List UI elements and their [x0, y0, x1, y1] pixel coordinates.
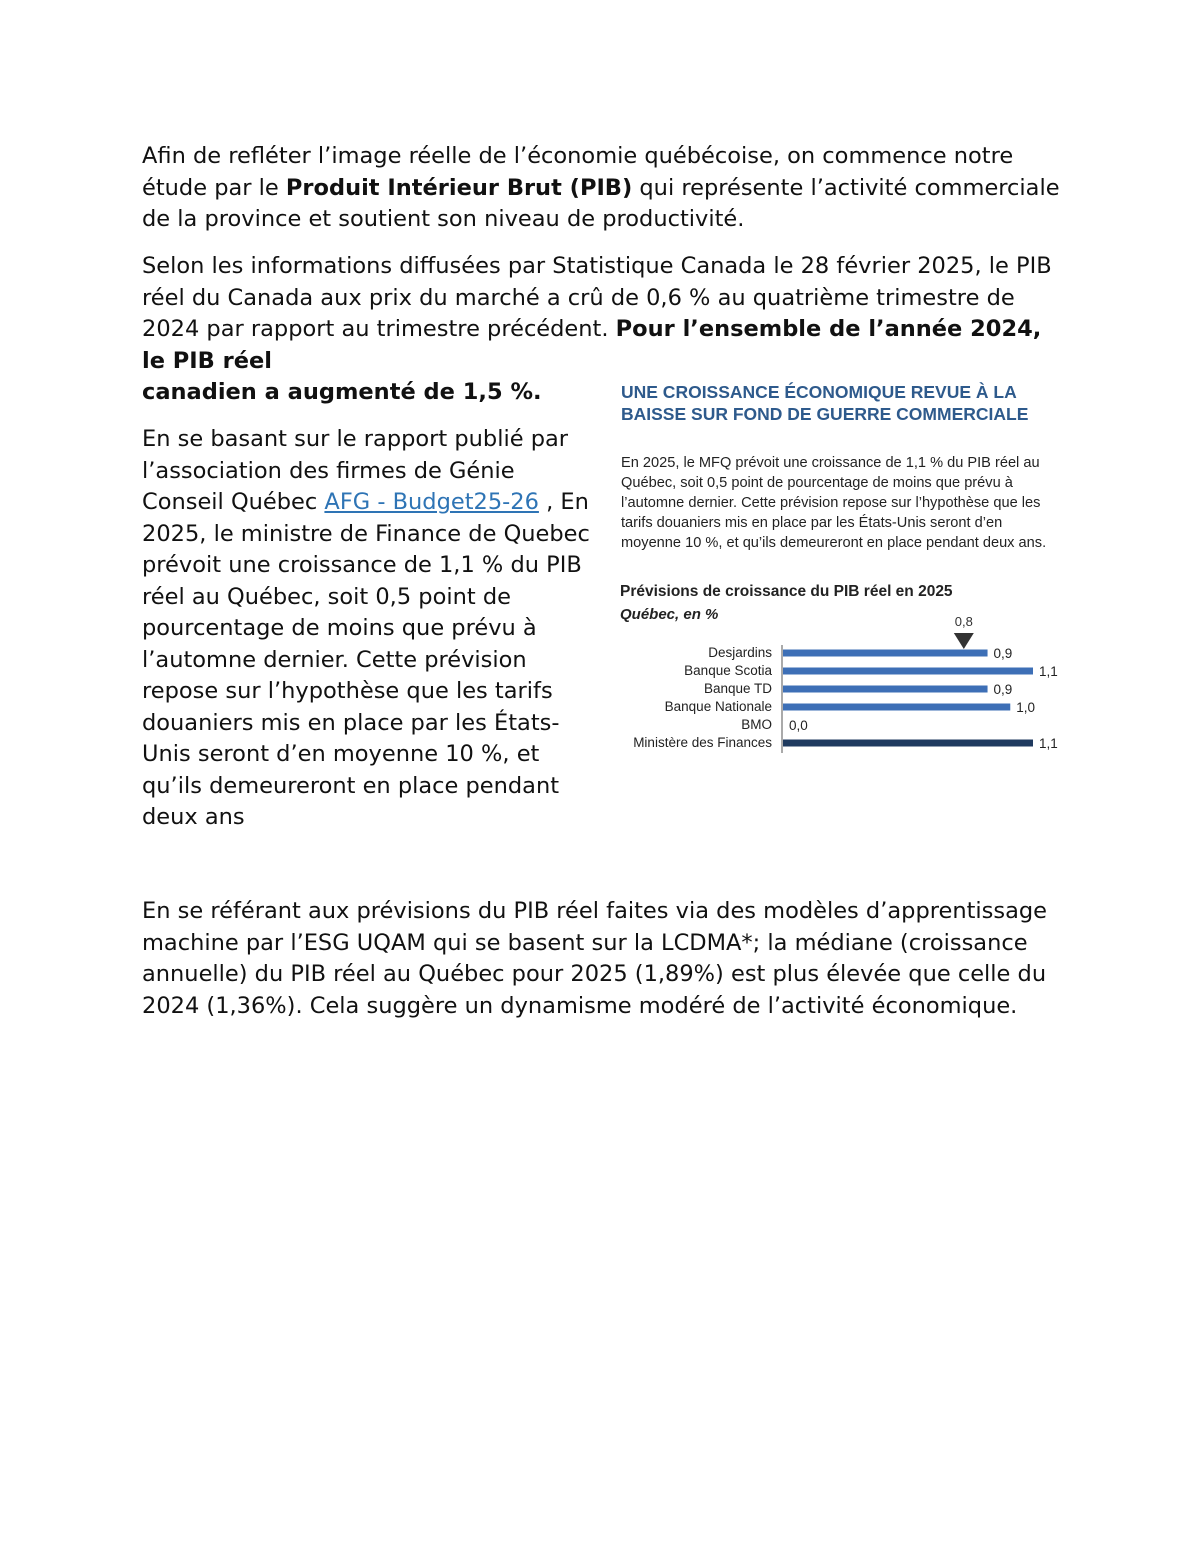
- chart-title: Prévisions de croissance du PIB réel en 2025: [620, 583, 953, 600]
- intro-bold-pib: Produit Intérieur Brut (PIB): [285, 174, 633, 201]
- bar: [783, 740, 1033, 747]
- value-label: 1,0: [1016, 700, 1036, 715]
- value-label: 0,0: [789, 718, 808, 733]
- intro-text-end: qui représente l’activité commerciale de la province et soutient son niveau de productivité.: [142, 174, 1060, 232]
- statcan-bold-line2: canadien a augmenté de 1,5 %.: [142, 379, 542, 405]
- category-label: Banque Nationale: [664, 699, 772, 714]
- figure-title: UNE CROISSANCE ÉCONOMIQUE REVUE À LA BAISSE SUR FOND DE GUERRE COMMERCIALE: [621, 382, 1029, 424]
- paragraph-esg-uqam: [142, 896, 1072, 1022]
- statcan-text: Selon les informations diffusées par Statistique Canada le 28 février 2025, le PIB réel du Canada aux prix du marché a crû de 0,6 % au quatrième trimestre de 2024 par rapport au trimestre précédent.: [142, 253, 1052, 342]
- category-label: Ministère des Finances: [633, 735, 772, 750]
- value-label: 1,1: [1039, 736, 1058, 751]
- reference-marker-icon: [954, 633, 974, 649]
- paragraph-intro: [142, 141, 1072, 236]
- bar: [783, 650, 988, 657]
- category-label: Desjardins: [708, 645, 772, 660]
- forecast-figure: [600, 376, 1080, 786]
- bar: [783, 668, 1033, 675]
- bar: [783, 704, 1010, 711]
- intro-text-start: Afin de refléter l’image réelle de l’économie québécoise, on commence notre étude par le: [142, 143, 1014, 201]
- bar: [783, 686, 988, 693]
- value-label: 1,1: [1039, 664, 1058, 679]
- forecast-bar-chart: [600, 614, 1080, 784]
- value-label: 0,9: [993, 646, 1013, 661]
- afg-text-start: En se basant sur le rapport publié par l’association des firmes de Génie Conseil Québec: [142, 426, 569, 515]
- paragraph-afg: [142, 424, 592, 834]
- chart-subtitle: Québec, en %: [620, 606, 719, 623]
- statcan-bold-line1: Pour l’ensemble de l’année 2024, le PIB réel: [142, 316, 1042, 374]
- figure-text: En 2025, le MFQ prévoit une croissance de 1,1 % du PIB réel au Québec, soit 0,5 point de pourcentage de moins que prévu à l’automne dernier. Cette prévision repose sur l’hypothèse que les tarifs douaniers mis en place par les États-Unis seront d’en moyenne 10 %, et qu’ils demeureront en place pendant deux ans.: [621, 455, 1047, 551]
- category-label: BMO: [741, 717, 772, 732]
- value-label: 0,9: [993, 682, 1013, 697]
- category-label: Banque Scotia: [684, 663, 772, 678]
- esg-text: En se référant aux prévisions du PIB réel faites via des modèles d’apprentissage machine par l’ESG UQAM qui se basent sur la LCDMA*; la médiane (croissance annuelle) du PIB réel au Québec pour 2025 (1,89%) est plus élevée que celle du 2024 (1,36%). Cela suggère un dynamisme modéré de l’activité économique.: [142, 898, 1048, 1019]
- category-label: Banque TD: [703, 681, 772, 696]
- reference-label: 0,8: [954, 614, 973, 629]
- afg-text-end: , En 2025, le ministre de Finance de Quebec prévoit une croissance de 1,1 % du PIB réel au Québec, soit 0,5 point de pourcentage de moins que prévu à l’automne dernier. Cette prévision repose sur l’hypothèse que les tarifs douaniers mis en place par les États-Unis seront d’en moyenne 10 %, et qu’ils demeureront en place pendant deux ans: [142, 489, 590, 830]
- afg-budget-link[interactable]: AFG - Budget25-26: [324, 489, 539, 515]
